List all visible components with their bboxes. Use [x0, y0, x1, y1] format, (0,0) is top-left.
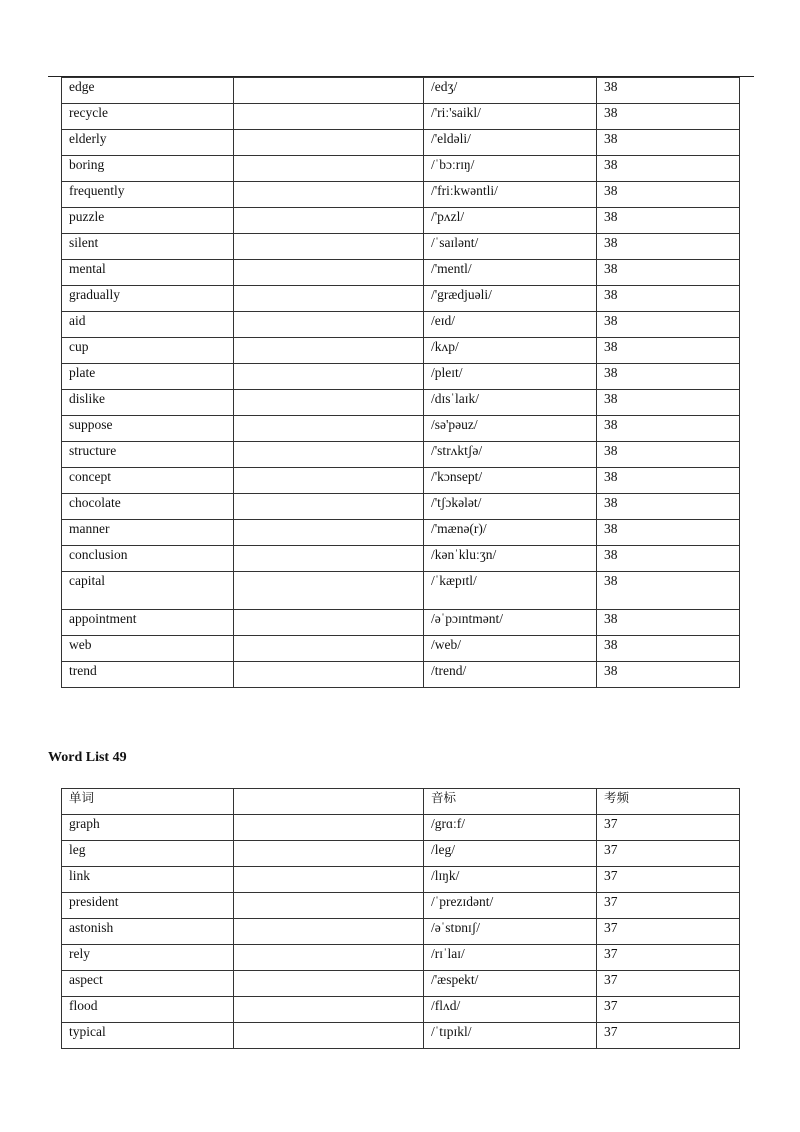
phonetic-cell: /ˈkæpɪtl/: [424, 572, 597, 610]
word-cell: dislike: [62, 390, 234, 416]
meaning-cell: [234, 260, 424, 286]
frequency-cell: 37: [597, 841, 740, 867]
frequency-cell: 37: [597, 945, 740, 971]
meaning-cell: [234, 815, 424, 841]
phonetic-cell: /'pʌzl/: [424, 208, 597, 234]
meaning-cell: [234, 208, 424, 234]
meaning-cell: [234, 662, 424, 688]
word-cell: frequently: [62, 182, 234, 208]
frequency-cell: 38: [597, 520, 740, 546]
table-row: [62, 945, 740, 971]
frequency-cell: 38: [597, 416, 740, 442]
phonetic-cell: /əˈpɔɪntmənt/: [424, 610, 597, 636]
meaning-cell: [234, 636, 424, 662]
word-cell: link: [62, 867, 234, 893]
word-cell: boring: [62, 156, 234, 182]
frequency-cell: 38: [597, 156, 740, 182]
phonetic-cell: /ˈtɪpɪkl/: [424, 1023, 597, 1049]
phonetic-cell: /əˈstɒnɪʃ/: [424, 919, 597, 945]
word-cell: appointment: [62, 610, 234, 636]
meaning-cell: [234, 416, 424, 442]
phonetic-cell: /'eldəli/: [424, 130, 597, 156]
word-cell: aid: [62, 312, 234, 338]
frequency-cell: 37: [597, 1023, 740, 1049]
phonetic-cell: /kʌp/: [424, 338, 597, 364]
table-row: [62, 572, 740, 610]
meaning-cell: [234, 130, 424, 156]
word-cell: leg: [62, 841, 234, 867]
frequency-cell: 38: [597, 364, 740, 390]
meaning-cell: [234, 442, 424, 468]
frequency-cell: 38: [597, 182, 740, 208]
word-cell: mental: [62, 260, 234, 286]
word-cell: flood: [62, 997, 234, 1023]
meaning-cell: [234, 997, 424, 1023]
word-cell: recycle: [62, 104, 234, 130]
frequency-cell: 38: [597, 234, 740, 260]
table-row: [62, 494, 740, 520]
meaning-cell: [234, 520, 424, 546]
phonetic-cell: /eɪd/: [424, 312, 597, 338]
frequency-cell: 38: [597, 208, 740, 234]
meaning-cell: [234, 867, 424, 893]
word-cell: edge: [62, 78, 234, 104]
phonetic-cell: /sə'pəuz/: [424, 416, 597, 442]
table-row: [62, 662, 740, 688]
frequency-cell: 38: [597, 494, 740, 520]
meaning-cell: [234, 156, 424, 182]
meaning-cell: [234, 919, 424, 945]
word-cell: president: [62, 893, 234, 919]
word-cell: aspect: [62, 971, 234, 997]
table-row: [62, 971, 740, 997]
phonetic-cell: /'grædjuəli/: [424, 286, 597, 312]
table-row: [62, 130, 740, 156]
meaning-cell: [234, 286, 424, 312]
table-row: [62, 234, 740, 260]
phonetic-cell: /'mænə(r)/: [424, 520, 597, 546]
phonetic-cell: /dɪsˈlaɪk/: [424, 390, 597, 416]
word-cell: graph: [62, 815, 234, 841]
word-cell: concept: [62, 468, 234, 494]
word-cell: gradually: [62, 286, 234, 312]
meaning-cell: [234, 182, 424, 208]
meaning-cell: [234, 312, 424, 338]
meaning-cell: [234, 1023, 424, 1049]
phonetic-cell: /'æspekt/: [424, 971, 597, 997]
word-cell: structure: [62, 442, 234, 468]
table-row: [62, 546, 740, 572]
table-row: [62, 636, 740, 662]
frequency-cell: 38: [597, 572, 740, 610]
phonetic-cell: /web/: [424, 636, 597, 662]
word-list-title: Word List 49: [48, 750, 127, 765]
phonetic-cell: /pleɪt/: [424, 364, 597, 390]
phonetic-cell: /grɑːf/: [424, 815, 597, 841]
table-row: [62, 260, 740, 286]
phonetic-cell: /trend/: [424, 662, 597, 688]
frequency-cell: 37: [597, 997, 740, 1023]
header-word: 单词: [62, 789, 234, 815]
word-cell: plate: [62, 364, 234, 390]
frequency-cell: 38: [597, 662, 740, 688]
table-row: [62, 1023, 740, 1049]
phonetic-cell: /'mentl/: [424, 260, 597, 286]
meaning-cell: [234, 78, 424, 104]
word-cell: manner: [62, 520, 234, 546]
table-header-row: [62, 789, 740, 815]
phonetic-cell: /'tʃɔkələt/: [424, 494, 597, 520]
frequency-cell: 37: [597, 893, 740, 919]
frequency-cell: 38: [597, 286, 740, 312]
table-row: [62, 182, 740, 208]
vocabulary-table-word-list-49: [61, 788, 740, 1049]
phonetic-cell: /ˈprezɪdənt/: [424, 893, 597, 919]
meaning-cell: [234, 572, 424, 610]
table-row: [62, 390, 740, 416]
meaning-cell: [234, 945, 424, 971]
table-row: [62, 78, 740, 104]
meaning-cell: [234, 364, 424, 390]
frequency-cell: 37: [597, 919, 740, 945]
frequency-cell: 38: [597, 260, 740, 286]
frequency-cell: 37: [597, 971, 740, 997]
word-cell: web: [62, 636, 234, 662]
meaning-cell: [234, 104, 424, 130]
word-cell: cup: [62, 338, 234, 364]
meaning-cell: [234, 338, 424, 364]
header-frequency: 考频: [597, 789, 740, 815]
table-row: [62, 286, 740, 312]
meaning-cell: [234, 841, 424, 867]
table-row: [62, 156, 740, 182]
table-row: [62, 208, 740, 234]
word-cell: typical: [62, 1023, 234, 1049]
phonetic-cell: /ˈbɔːrɪŋ/: [424, 156, 597, 182]
frequency-cell: 38: [597, 338, 740, 364]
word-cell: suppose: [62, 416, 234, 442]
word-cell: chocolate: [62, 494, 234, 520]
word-cell: conclusion: [62, 546, 234, 572]
phonetic-cell: /'strʌktʃə/: [424, 442, 597, 468]
phonetic-cell: /leg/: [424, 841, 597, 867]
frequency-cell: 38: [597, 636, 740, 662]
frequency-cell: 38: [597, 442, 740, 468]
table-row: [62, 610, 740, 636]
frequency-cell: 37: [597, 815, 740, 841]
word-cell: capital: [62, 572, 234, 610]
table-row: [62, 416, 740, 442]
word-cell: puzzle: [62, 208, 234, 234]
header-meaning: [234, 789, 424, 815]
meaning-cell: [234, 546, 424, 572]
frequency-cell: 38: [597, 390, 740, 416]
table-row: [62, 468, 740, 494]
frequency-cell: 38: [597, 104, 740, 130]
table-row: [62, 815, 740, 841]
table-row: [62, 867, 740, 893]
table-row: [62, 919, 740, 945]
meaning-cell: [234, 971, 424, 997]
phonetic-cell: /lɪŋk/: [424, 867, 597, 893]
phonetic-cell: /flʌd/: [424, 997, 597, 1023]
phonetic-cell: /'friːkwəntli/: [424, 182, 597, 208]
phonetic-cell: /'riː'saikl/: [424, 104, 597, 130]
word-cell: rely: [62, 945, 234, 971]
meaning-cell: [234, 610, 424, 636]
phonetic-cell: /ˈsaɪlənt/: [424, 234, 597, 260]
frequency-cell: 38: [597, 610, 740, 636]
table-row: [62, 893, 740, 919]
word-cell: elderly: [62, 130, 234, 156]
frequency-cell: 38: [597, 312, 740, 338]
meaning-cell: [234, 468, 424, 494]
frequency-cell: 38: [597, 130, 740, 156]
frequency-cell: 38: [597, 468, 740, 494]
frequency-cell: 38: [597, 78, 740, 104]
header-phonetic: 音标: [424, 789, 597, 815]
table-row: [62, 364, 740, 390]
table-row: [62, 841, 740, 867]
table-row: [62, 338, 740, 364]
phonetic-cell: /rɪˈlaɪ/: [424, 945, 597, 971]
meaning-cell: [234, 494, 424, 520]
frequency-cell: 37: [597, 867, 740, 893]
meaning-cell: [234, 893, 424, 919]
table-row: [62, 312, 740, 338]
table-row: [62, 104, 740, 130]
phonetic-cell: /edʒ/: [424, 78, 597, 104]
frequency-cell: 38: [597, 546, 740, 572]
phonetic-cell: /kənˈkluːʒn/: [424, 546, 597, 572]
table-row: [62, 997, 740, 1023]
table-row: [62, 520, 740, 546]
word-cell: silent: [62, 234, 234, 260]
vocabulary-table-continued: [61, 77, 740, 688]
meaning-cell: [234, 234, 424, 260]
word-cell: trend: [62, 662, 234, 688]
word-cell: astonish: [62, 919, 234, 945]
meaning-cell: [234, 390, 424, 416]
phonetic-cell: /'kɔnsept/: [424, 468, 597, 494]
table-row: [62, 442, 740, 468]
